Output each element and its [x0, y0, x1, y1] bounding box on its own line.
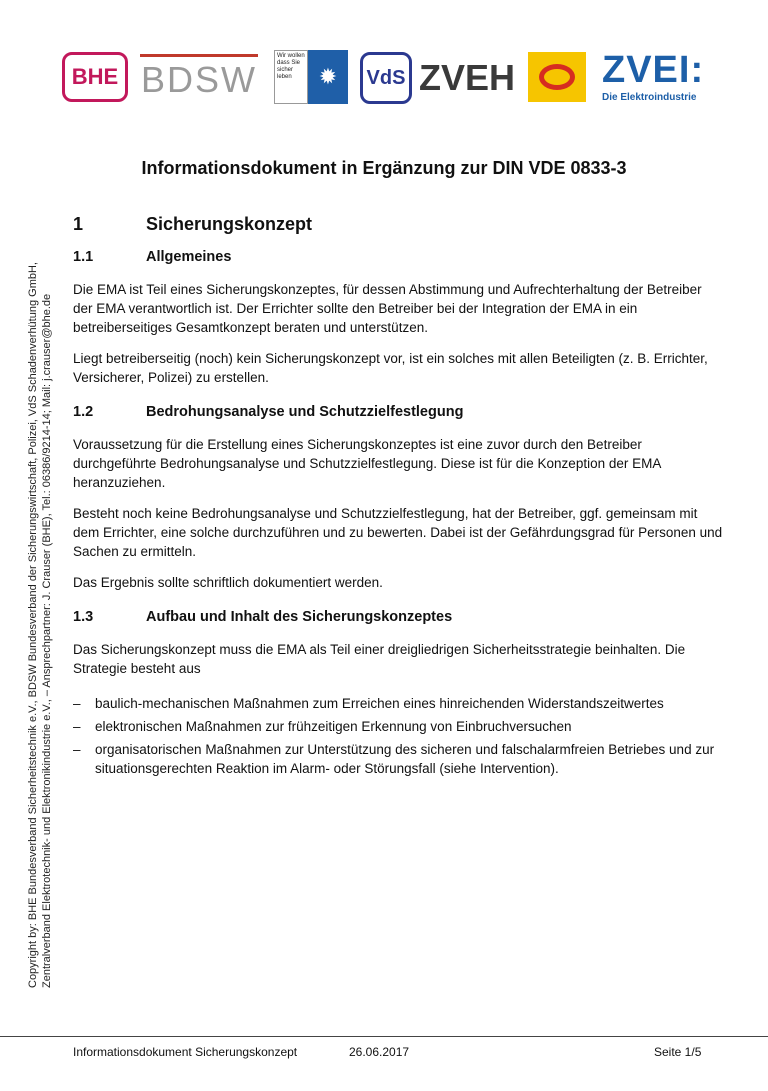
footer-date: 26.06.2017 [349, 1045, 410, 1059]
list-item-text: elektronischen Maßnahmen zur frühzeitigen Erkennung von Einbruchversuchen [95, 719, 572, 734]
zvei-logo [602, 50, 712, 106]
zvei-logo-subtitle: Die Elektroindustrie [602, 92, 697, 103]
subsection-title: Aufbau und Inhalt des Sicherungskonzeptes [146, 609, 453, 625]
bhe-logo [62, 52, 128, 102]
bhe-logo-text: BHE [71, 64, 119, 89]
footer-page-number: Seite 1/5 [654, 1045, 702, 1059]
paragraph: Liegt betreiberseitig (noch) kein Sicherungskonzept vor, ist ein solches mit allen Beteiligten (z. B. Errichter, Versicherer, Polizei) zu erstellen. [73, 351, 708, 385]
subsection-title: Bedrohungsanalyse und Schutzzielfestlegung [146, 404, 464, 420]
section-title: Sicherungskonzept [146, 214, 313, 234]
dash-bullet: – [73, 696, 81, 711]
copyright-line-2: Zentralverband Elektrotechnik- und Elektronikindustrie e.V., – Ansprechpartner: J. Crauser (BHE), Tel.: 06386/9214-14; Mail: j.crauser@bhe.de [41, 293, 53, 988]
subsection-heading-1-2 [73, 403, 723, 422]
strategy-list [73, 694, 723, 778]
e-ring-icon [539, 64, 575, 90]
zvei-logo-text: ZVEI: [602, 49, 705, 91]
section-heading-1 [73, 215, 723, 234]
copyright-line-1: Copyright by: BHE Bundesverband Sicherheitstechnik e.V., BDSW Bundesverband der Sicherungswirtschaft, Polizei, VdS Schadenverhütung GmbH, [27, 262, 39, 988]
document-title: Informationsdokument in Ergänzung zur DIN VDE 0833-3 [141, 158, 627, 178]
paragraph: Besteht noch keine Bedrohungsanalyse und Schutzzielfestlegung, hat der Betreiber, ggf. gemeinsam mit dem Errichter, eine solche durchzuführen und zu bewerten. Dabei ist der Gefährdungsgrad für Personen und Sachen zu ermitteln. [73, 506, 723, 559]
copyright-sidebar [26, 208, 54, 988]
document-body [73, 215, 723, 782]
subsection-number: 1.3 [73, 609, 94, 625]
zveh-logo-text: ZVEH [419, 57, 516, 98]
paragraph: Die EMA ist Teil eines Sicherungskonzeptes, für dessen Abstimmung und Aufrechterhaltung der Betreiber der EMA verantwortlich ist. Der Errichter sollte den Betreiber bei der Integration der EMA in ein betreiberseitiges Gesamtkonzept beraten und unterstützen. [73, 282, 702, 335]
polizei-logo [274, 50, 348, 104]
zveh-logo [419, 56, 521, 100]
logo-bar [62, 50, 712, 106]
subsection-number: 1.2 [73, 404, 94, 420]
dash-bullet: – [73, 719, 81, 734]
e-check-logo [528, 52, 586, 102]
footer-document-name: Informationsdokument Sicherungskonzept [73, 1045, 298, 1059]
list-item [73, 717, 723, 736]
list-item [73, 740, 723, 778]
vds-logo-text: VdS [366, 66, 406, 89]
section-number: 1 [73, 214, 84, 234]
paragraph: Voraussetzung für die Erstellung eines Sicherungskonzeptes ist eine zuvor durch den Betreiber durchgeführte Bedrohungsanalyse und Schutzzielfestlegung. Diese ist für die Konzeption der EMA heranzuziehen. [73, 437, 661, 490]
paragraph: Das Sicherungskonzept muss die EMA als Teil einer dreigliedrigen Sicherheitsstrategie beinhalten. Die Strategie besteht aus [73, 642, 686, 676]
dash-bullet: – [73, 742, 81, 757]
bdsw-logo [140, 54, 258, 102]
subsection-heading-1-1 [73, 248, 723, 267]
vds-logo [360, 52, 412, 104]
list-item [73, 694, 723, 713]
subsection-title: Allgemeines [146, 249, 232, 265]
paragraph: Das Ergebnis sollte schriftlich dokumentiert werden. [73, 575, 383, 590]
list-item-text: baulich-mechanischen Maßnahmen zum Erreichen eines hinreichenden Widerstandszeitwertes [95, 696, 664, 711]
footer-divider [0, 1036, 768, 1037]
polizei-star-icon: ✹ [308, 50, 348, 104]
bdsw-logo-text: BDSW [141, 58, 257, 100]
polizei-logo-text: Wir wollen dass Sie sicher leben [274, 50, 308, 104]
list-item-text: organisatorischen Maßnahmen zur Unterstützung des sicheren und falschalarmfreien Betriebes und zur situationsgerechten Reaktion im Alarm- oder Störungsfall (siehe Intervention). [95, 742, 715, 776]
subsection-number: 1.1 [73, 249, 94, 265]
subsection-heading-1-3 [73, 608, 723, 627]
